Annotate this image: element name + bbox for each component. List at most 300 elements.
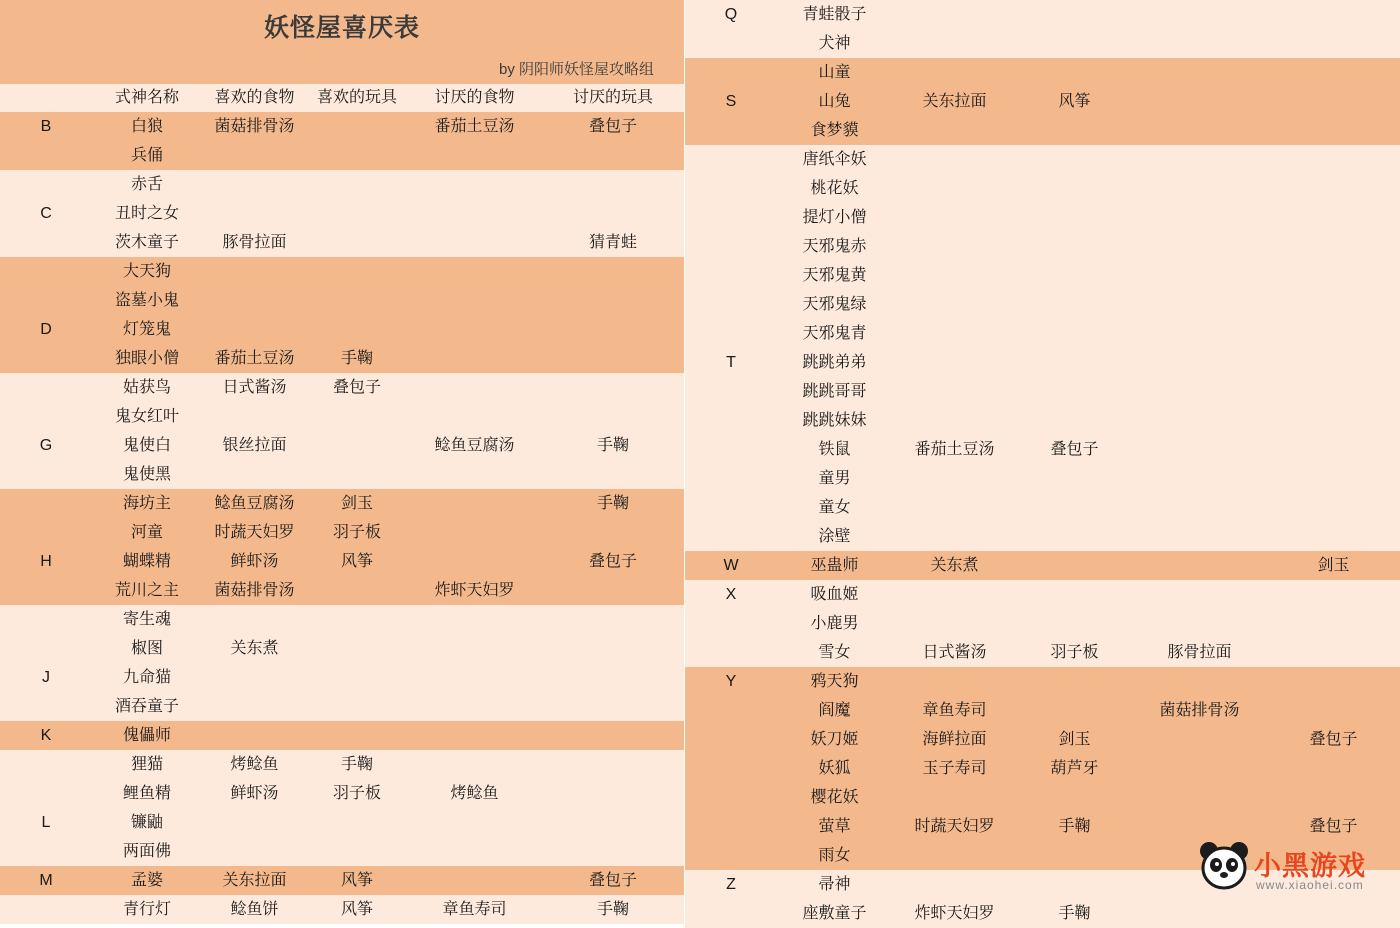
table-row [0, 460, 684, 489]
row-hate-food [1132, 667, 1267, 696]
row-letter [0, 837, 92, 866]
row-letter: C [40, 205, 52, 222]
table-row [685, 29, 1400, 58]
row-letter [0, 489, 92, 518]
row-hate-food [1132, 841, 1267, 870]
row-like-toy [1017, 319, 1132, 348]
row-name: 小鹿男 [810, 615, 859, 632]
row-name: 食梦貘 [810, 122, 859, 139]
row-like-food: 豚骨拉面 [222, 234, 287, 251]
row-hate-toy [542, 692, 684, 721]
row-hate-food [407, 257, 542, 286]
row-hate-food [1132, 116, 1267, 145]
header-hate-toy: 讨厌的玩具 [573, 89, 654, 106]
row-name: 吸血姬 [810, 586, 859, 603]
row-hate-toy [1267, 116, 1400, 145]
table-row [685, 899, 1400, 928]
table-row [0, 286, 684, 315]
row-name: 鲤鱼精 [122, 785, 171, 802]
table-row [685, 232, 1400, 261]
row-like-food [892, 348, 1017, 377]
table-row [0, 170, 684, 199]
row-hate-toy [1267, 870, 1400, 899]
row-like-food [892, 522, 1017, 551]
table-row [0, 199, 684, 228]
row-like-toy [1017, 406, 1132, 435]
row-like-food [892, 464, 1017, 493]
row-like-toy [307, 576, 407, 605]
row-like-food: 菌菇排骨汤 [214, 118, 295, 135]
table-row [685, 174, 1400, 203]
table-row [0, 692, 684, 721]
row-name: 雨女 [818, 847, 851, 864]
row-like-food [202, 808, 307, 837]
row-name: 天邪鬼赤 [802, 238, 867, 255]
left-table [0, 0, 684, 924]
row-hate-food: 豚骨拉面 [1167, 644, 1232, 661]
row-like-toy: 手鞠 [1058, 905, 1091, 922]
row-name: 天邪鬼绿 [802, 296, 867, 313]
row-hate-food: 章鱼寿司 [442, 901, 507, 918]
row-hate-toy [542, 837, 684, 866]
table-row [685, 406, 1400, 435]
row-like-food [892, 783, 1017, 812]
row-hate-food [1132, 261, 1267, 290]
row-letter: T [726, 354, 736, 371]
row-letter [685, 754, 777, 783]
table-row [685, 87, 1400, 116]
row-hate-toy [542, 750, 684, 779]
row-hate-toy [542, 576, 684, 605]
row-like-food: 关东拉面 [222, 872, 287, 889]
row-hate-toy [542, 286, 684, 315]
row-like-toy: 羽子板 [332, 524, 381, 541]
row-letter [685, 232, 777, 261]
row-letter [685, 522, 777, 551]
row-hate-toy [1267, 522, 1400, 551]
row-like-toy: 手鞠 [340, 350, 373, 367]
row-hate-toy [1267, 174, 1400, 203]
row-hate-food [1132, 493, 1267, 522]
row-like-food: 玉子寿司 [922, 760, 987, 777]
row-name: 狸猫 [130, 756, 163, 773]
row-letter [685, 319, 777, 348]
row-like-toy [1017, 696, 1132, 725]
row-like-toy [1017, 174, 1132, 203]
row-name: 天邪鬼黄 [802, 267, 867, 284]
row-hate-toy: 叠包子 [589, 118, 638, 135]
row-name: 九命猫 [122, 669, 171, 686]
left-table-body [0, 112, 684, 924]
table-row [685, 609, 1400, 638]
row-hate-toy [1267, 754, 1400, 783]
row-hate-toy [1267, 609, 1400, 638]
table-row [0, 112, 684, 141]
row-hate-food [407, 402, 542, 431]
row-letter [0, 344, 92, 373]
row-hate-food [1132, 377, 1267, 406]
row-name: 鬼女红叶 [114, 408, 179, 425]
row-letter [0, 257, 92, 286]
row-hate-food [407, 518, 542, 547]
row-name: 茨木童子 [114, 234, 179, 251]
row-like-food [202, 315, 307, 344]
row-like-toy: 风筝 [340, 872, 373, 889]
row-hate-toy [1267, 87, 1400, 116]
row-like-toy [1017, 29, 1132, 58]
row-letter: M [39, 872, 53, 889]
row-name: 赤舌 [130, 176, 163, 193]
row-hate-food [407, 344, 542, 373]
row-like-toy [1017, 580, 1132, 609]
row-like-food: 关东拉面 [922, 93, 987, 110]
row-letter [685, 145, 777, 174]
table-row [0, 431, 684, 460]
row-hate-food: 鲶鱼豆腐汤 [434, 437, 515, 454]
row-like-food [892, 580, 1017, 609]
row-like-toy [1017, 841, 1132, 870]
row-like-toy [1017, 609, 1132, 638]
row-like-toy [1017, 116, 1132, 145]
row-hate-food [1132, 899, 1267, 928]
row-hate-toy [542, 170, 684, 199]
row-hate-toy [542, 199, 684, 228]
row-letter [685, 783, 777, 812]
row-name: 白狼 [130, 118, 163, 135]
row-letter [685, 290, 777, 319]
row-like-food: 关东煮 [930, 557, 979, 574]
row-hate-food [407, 141, 542, 170]
row-hate-toy [1267, 29, 1400, 58]
row-like-food [202, 692, 307, 721]
row-name: 妖刀姬 [810, 731, 859, 748]
row-letter [0, 576, 92, 605]
table-row [685, 58, 1400, 87]
row-hate-toy [1267, 0, 1400, 29]
row-letter [685, 174, 777, 203]
row-hate-food: 烤鲶鱼 [450, 785, 499, 802]
row-name: 傀儡师 [122, 727, 171, 744]
row-like-food: 关东煮 [230, 640, 279, 657]
row-hate-food [1132, 522, 1267, 551]
row-like-toy [1017, 551, 1132, 580]
row-like-food [892, 290, 1017, 319]
row-letter [685, 638, 777, 667]
row-hate-toy [1267, 783, 1400, 812]
row-name: 河童 [130, 524, 163, 541]
row-like-food [892, 609, 1017, 638]
row-like-food [892, 232, 1017, 261]
row-hate-food [407, 547, 542, 576]
row-hate-toy: 手鞠 [597, 495, 630, 512]
row-like-food [202, 663, 307, 692]
row-hate-toy: 叠包子 [589, 553, 638, 570]
row-letter [0, 373, 92, 402]
row-letter: G [39, 437, 53, 454]
watermark-subtext: www.xiaohei.com [1256, 878, 1364, 892]
row-like-food: 银丝拉面 [222, 437, 287, 454]
row-like-food: 海鲜拉面 [922, 731, 987, 748]
row-like-toy [307, 431, 407, 460]
row-like-toy: 风筝 [340, 553, 373, 570]
right-table-body [685, 0, 1400, 928]
row-hate-food [407, 228, 542, 257]
row-hate-toy: 手鞠 [597, 901, 630, 918]
row-like-toy: 叠包子 [1050, 441, 1099, 458]
table-row [685, 377, 1400, 406]
row-name: 巫蛊师 [810, 557, 859, 574]
row-name: 独眼小僧 [114, 350, 179, 367]
row-like-food [202, 837, 307, 866]
table-row [0, 315, 684, 344]
byline-row [0, 56, 684, 84]
row-name: 唐纸伞妖 [802, 151, 867, 168]
header-like-toy: 喜欢的玩具 [316, 89, 397, 106]
row-like-food: 烤鲶鱼 [230, 756, 279, 773]
row-like-food [202, 141, 307, 170]
row-like-food: 时蔬天妇罗 [914, 818, 995, 835]
table-row [685, 435, 1400, 464]
row-name: 鬼使白 [122, 437, 171, 454]
row-hate-food [407, 634, 542, 663]
table-row [0, 489, 684, 518]
row-name: 鬼使黑 [122, 466, 171, 483]
row-like-toy [307, 112, 407, 141]
row-hate-food [407, 605, 542, 634]
table-row [685, 145, 1400, 174]
row-like-toy: 羽子板 [332, 785, 381, 802]
table-row [685, 696, 1400, 725]
row-name: 帚神 [818, 876, 851, 893]
row-name: 童男 [818, 470, 851, 487]
table-row [0, 373, 684, 402]
row-hate-toy [1267, 232, 1400, 261]
row-like-toy [307, 692, 407, 721]
row-hate-toy [1267, 58, 1400, 87]
row-name: 跳跳弟弟 [802, 354, 867, 371]
table-row [685, 0, 1400, 29]
row-letter [685, 116, 777, 145]
table-row [685, 783, 1400, 812]
header-hate-food: 讨厌的食物 [434, 89, 515, 106]
row-name: 镰鼬 [130, 814, 163, 831]
table-row [0, 344, 684, 373]
row-name: 阎魔 [818, 702, 851, 719]
row-hate-food [1132, 29, 1267, 58]
table-row [0, 895, 684, 924]
row-hate-toy: 叠包子 [589, 872, 638, 889]
row-letter [0, 605, 92, 634]
row-name: 椒图 [130, 640, 163, 657]
watermark-text: 小黑游戏 [1254, 851, 1366, 882]
row-hate-food [1132, 203, 1267, 232]
row-hate-toy [542, 315, 684, 344]
row-like-food [892, 667, 1017, 696]
row-hate-toy [542, 518, 684, 547]
table-row [685, 870, 1400, 899]
row-letter [685, 493, 777, 522]
row-hate-toy [542, 373, 684, 402]
row-hate-food [1132, 406, 1267, 435]
row-like-toy [1017, 145, 1132, 174]
row-letter: B [40, 118, 52, 135]
row-like-food [202, 199, 307, 228]
row-hate-food [1132, 812, 1267, 841]
row-like-toy [307, 141, 407, 170]
row-hate-toy [1267, 580, 1400, 609]
table-row [0, 779, 684, 808]
table-row [0, 663, 684, 692]
row-like-toy [307, 199, 407, 228]
row-hate-toy [542, 808, 684, 837]
row-name: 海坊主 [122, 495, 171, 512]
row-hate-toy [1267, 348, 1400, 377]
row-hate-toy [1267, 493, 1400, 522]
row-like-toy: 手鞠 [340, 756, 373, 773]
table-row [0, 547, 684, 576]
right-table-column [685, 0, 1400, 922]
row-hate-toy [542, 141, 684, 170]
row-hate-food [1132, 725, 1267, 754]
row-like-toy [1017, 870, 1132, 899]
row-name: 天邪鬼青 [802, 325, 867, 342]
row-letter [685, 58, 777, 87]
row-hate-food [1132, 87, 1267, 116]
row-hate-food [1132, 0, 1267, 29]
table-row [685, 754, 1400, 783]
table-row [0, 141, 684, 170]
row-hate-toy [542, 663, 684, 692]
row-like-toy [1017, 493, 1132, 522]
row-like-toy [1017, 522, 1132, 551]
row-letter [685, 464, 777, 493]
row-letter: H [40, 553, 52, 570]
row-hate-toy [1267, 841, 1400, 870]
row-like-food [892, 203, 1017, 232]
row-like-food [892, 174, 1017, 203]
row-hate-food [407, 489, 542, 518]
row-hate-toy [1267, 145, 1400, 174]
row-letter [685, 377, 777, 406]
row-hate-toy [1267, 899, 1400, 928]
row-like-toy: 剑玉 [340, 495, 373, 512]
row-name: 童女 [818, 499, 851, 516]
table-row [685, 725, 1400, 754]
row-letter [0, 692, 92, 721]
row-like-toy [307, 605, 407, 634]
row-letter [0, 460, 92, 489]
row-like-food: 日式酱汤 [222, 379, 287, 396]
table-row [685, 464, 1400, 493]
byline: by 阴阳师妖怪屋攻略组 [499, 61, 655, 78]
row-letter: Z [726, 876, 736, 893]
row-like-toy [1017, 377, 1132, 406]
row-like-food [892, 870, 1017, 899]
row-hate-toy [1267, 203, 1400, 232]
row-like-toy [307, 663, 407, 692]
row-name: 山童 [818, 64, 851, 81]
row-hate-food [1132, 551, 1267, 580]
table-row [685, 261, 1400, 290]
row-hate-toy: 剑玉 [1317, 557, 1350, 574]
row-hate-food [1132, 754, 1267, 783]
row-hate-food [1132, 870, 1267, 899]
row-hate-food [407, 866, 542, 895]
row-name: 姑获鸟 [122, 379, 171, 396]
row-like-toy [1017, 232, 1132, 261]
row-like-food: 日式酱汤 [922, 644, 987, 661]
row-like-food: 章鱼寿司 [922, 702, 987, 719]
row-letter [685, 609, 777, 638]
row-letter [685, 203, 777, 232]
row-like-toy [1017, 0, 1132, 29]
row-like-toy [1017, 261, 1132, 290]
row-like-food: 鲜虾汤 [230, 553, 279, 570]
row-name: 桃花妖 [810, 180, 859, 197]
table-row [0, 634, 684, 663]
row-hate-toy [1267, 290, 1400, 319]
table-row [685, 203, 1400, 232]
row-letter [685, 812, 777, 841]
row-like-food [892, 145, 1017, 174]
row-letter [0, 634, 92, 663]
row-name: 樱花妖 [810, 789, 859, 806]
row-hate-food [1132, 580, 1267, 609]
right-table [685, 0, 1400, 928]
table-header-row [0, 84, 684, 112]
row-letter [0, 750, 92, 779]
table-row [685, 638, 1400, 667]
row-like-toy [1017, 667, 1132, 696]
row-name: 涂壁 [818, 528, 851, 545]
row-hate-food [407, 460, 542, 489]
row-like-toy [307, 460, 407, 489]
table-row [685, 290, 1400, 319]
row-hate-toy [542, 779, 684, 808]
row-name: 丑时之女 [114, 205, 179, 222]
row-letter [0, 402, 92, 431]
row-name: 铁鼠 [818, 441, 851, 458]
row-hate-food [407, 286, 542, 315]
row-name: 蝴蝶精 [122, 553, 171, 570]
row-name: 大天狗 [122, 263, 171, 280]
table-row [0, 721, 684, 750]
table-row [685, 667, 1400, 696]
table-row [685, 348, 1400, 377]
row-like-toy: 葫芦牙 [1050, 760, 1099, 777]
row-name: 萤草 [818, 818, 851, 835]
row-letter [685, 696, 777, 725]
row-hate-toy [1267, 464, 1400, 493]
row-hate-toy [542, 402, 684, 431]
row-like-food [892, 377, 1017, 406]
row-like-toy [307, 721, 407, 750]
row-name: 提灯小僧 [802, 209, 867, 226]
row-hate-food [407, 170, 542, 199]
row-letter [0, 286, 92, 315]
row-like-food [892, 261, 1017, 290]
row-hate-food: 番茄土豆汤 [434, 118, 515, 135]
row-like-food [202, 170, 307, 199]
row-name: 酒吞童子 [114, 698, 179, 715]
row-hate-food [407, 692, 542, 721]
row-name: 山兔 [818, 93, 851, 110]
row-like-toy [1017, 783, 1132, 812]
row-letter: Q [724, 6, 738, 23]
header-letter [0, 84, 92, 112]
row-like-toy: 风筝 [340, 901, 373, 918]
row-like-food [892, 29, 1017, 58]
